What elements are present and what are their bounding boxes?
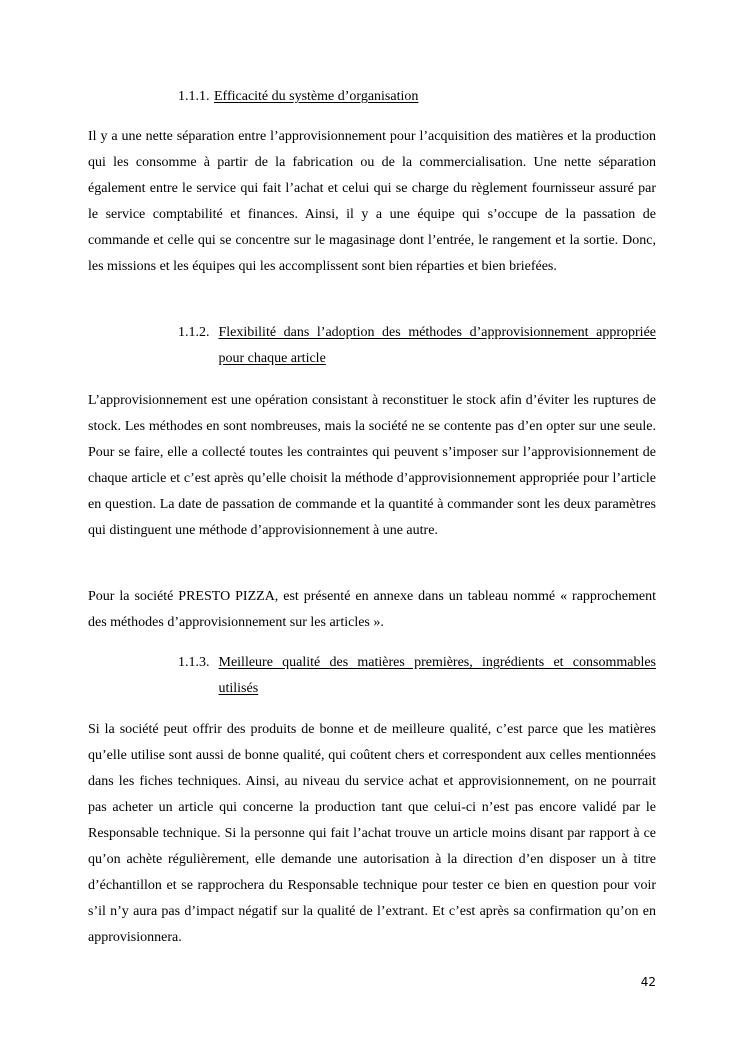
paragraph: L’approvisionnement est une opération consistant à reconstituer le stock afin d’éviter les ruptures de stock. Les méthodes en sont nombreuses, mais la société ne se contente pas d’en opter sur une seule. Pour se faire, elle a collecté toutes les contraintes qui peuvent s’imposer sur l’approvisionnement de chaque article et c’est après qu’elle choisit la méthode d’approvisionnement appropriée pour l’article en question. La date de passation de commande et la quantité à commander sont les deux paramètres qui distinguent une méthode d’approvisionnement à une autre. (88, 393, 656, 538)
paragraph: Il y a une nette séparation entre l’approvisionnement pour l’acquisition des matières et la production qui les consomme à partir de la fabrication ou de la commercialisation. Une nette séparation également entre le service qui fait l’achat et celui qui se charge du règlement fournisseur assuré par le service comptabilité et finances. Ainsi, il y a une équipe qui s’occupe de la passation de commande et celle qui se concentre sur le magasinage dont l’entrée, le rangement et la sortie. Donc, les missions et les équipes qui les accomplissent sont bien réparties et bien briefées. (88, 129, 656, 274)
section-number: 1.1.2. (178, 325, 210, 340)
section-heading-1-1-3 (178, 650, 656, 702)
section-number: 1.1.1. (178, 89, 210, 104)
section-title: Meilleure qualité des matières premières, ingrédients et consommables utilisés (218, 655, 656, 696)
section-heading-1-1-1 (178, 84, 656, 110)
paragraph: Pour la société PRESTO PIZZA, est présenté en annexe dans un tableau nommé « rapprochement des méthodes d’approvisionnement sur les articles ». (88, 589, 656, 630)
paragraph: Si la société peut offrir des produits de bonne et de meilleure qualité, c’est parce que les matières qu’elle utilise sont aussi de bonne qualité, qui coûtent chers et correspondent aux celles mentionnées dans les fiches techniques. Ainsi, au niveau du service achat et approvisionnement, on ne pourrait pas acheter un article qui concerne la production tant que celui-ci n’est pas encore validé par le Responsable technique. Si la personne qui fait l’achat trouve un article moins disant par rapport à ce qu’on achète régulièrement, elle demande une autorisation à la direction d’en disposer un à titre d’échantillon et se rapprochera du Responsable technique pour tester ce bien en question pour voir s’il n’y aura pas d’impact négatif sur la qualité de l’extrant. Et c’est après sa confirmation qu’on en approvisionnera. (88, 722, 656, 945)
page-number: 42 (640, 975, 656, 989)
section-number: 1.1.3. (178, 655, 210, 670)
section-heading-1-1-2 (178, 320, 656, 372)
section-title: Flexibilité dans l’adoption des méthodes d’approvisionnement appropriée pour chaque article (218, 325, 656, 366)
section-title: Efficacité du système d’organisation (214, 89, 419, 104)
